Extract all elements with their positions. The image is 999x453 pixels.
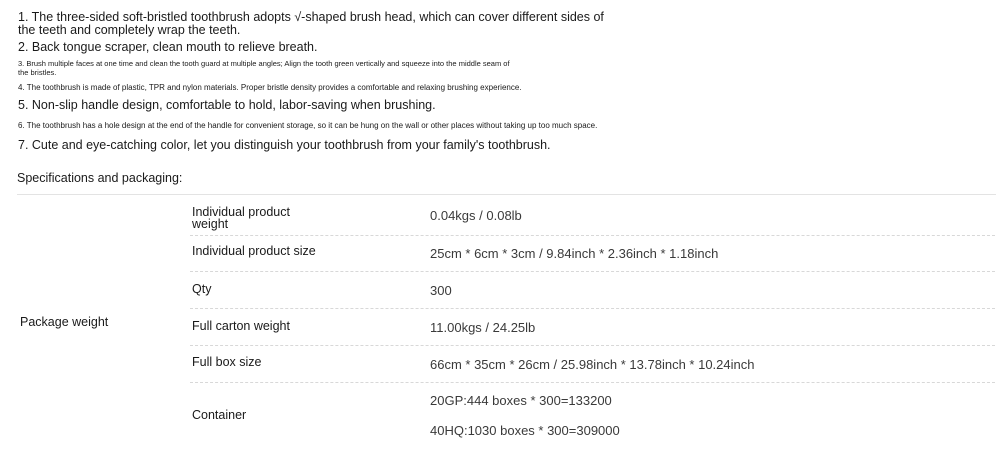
spec-label: Qty bbox=[192, 282, 212, 296]
feature-2: 2. Back tongue scraper, clean mouth to relieve breath. bbox=[18, 40, 318, 54]
feature-3: 3. Brush multiple faces at one time and clean the tooth guard at multiple angles; Align the tooth green vertically and squeeze into the middle seam of the bristles. bbox=[18, 59, 510, 77]
row-divider bbox=[190, 235, 995, 236]
row-divider bbox=[190, 271, 995, 272]
spec-label: Container bbox=[192, 408, 247, 422]
spec-label: Full box size bbox=[192, 355, 262, 369]
row-divider bbox=[190, 308, 995, 309]
feature-5: 5. Non-slip handle design, comfortable to hold, labor-saving when brushing. bbox=[18, 98, 436, 112]
feature-1: 1. The three-sided soft-bristled toothbrush adopts √-shaped brush head, which can cover different sides of the teeth and completely wrap the teeth. bbox=[18, 10, 604, 37]
package-weight-group-label: Package weight bbox=[20, 315, 109, 329]
spec-value: 0.04kgs / 0.08lb bbox=[430, 208, 522, 223]
spec-value: 20GP:444 boxes * 300=133200 bbox=[430, 393, 612, 408]
row-divider bbox=[190, 382, 995, 383]
spec-value: 25cm * 6cm * 3cm / 9.84inch * 2.36inch * 1.18inch bbox=[430, 246, 719, 261]
spec-value-secondary: 40HQ:1030 boxes * 300=309000 bbox=[430, 423, 620, 438]
table-top-divider bbox=[17, 194, 996, 195]
spec-value: 11.00kgs / 24.25lb bbox=[430, 320, 536, 335]
spec-label: Individual product size bbox=[192, 244, 316, 258]
spec-label: Individual product weight bbox=[192, 205, 290, 231]
specifications-title: Specifications and packaging: bbox=[17, 171, 183, 185]
feature-4: 4. The toothbrush is made of plastic, TPR and nylon materials. Proper bristle density provides a comfortable and relaxing brushing experience. bbox=[18, 83, 522, 92]
row-divider bbox=[190, 345, 995, 346]
spec-value: 66cm * 35cm * 26cm / 25.98inch * 13.78inch * 10.24inch bbox=[430, 357, 755, 372]
spec-value: 300 bbox=[430, 283, 452, 298]
feature-6: 6. The toothbrush has a hole design at the end of the handle for convenient storage, so it can be hung on the wall or other places without taking up too much space. bbox=[18, 121, 598, 130]
spec-label: Full carton weight bbox=[192, 319, 290, 333]
feature-7: 7. Cute and eye-catching color, let you distinguish your toothbrush from your family's toothbrush. bbox=[18, 138, 551, 152]
